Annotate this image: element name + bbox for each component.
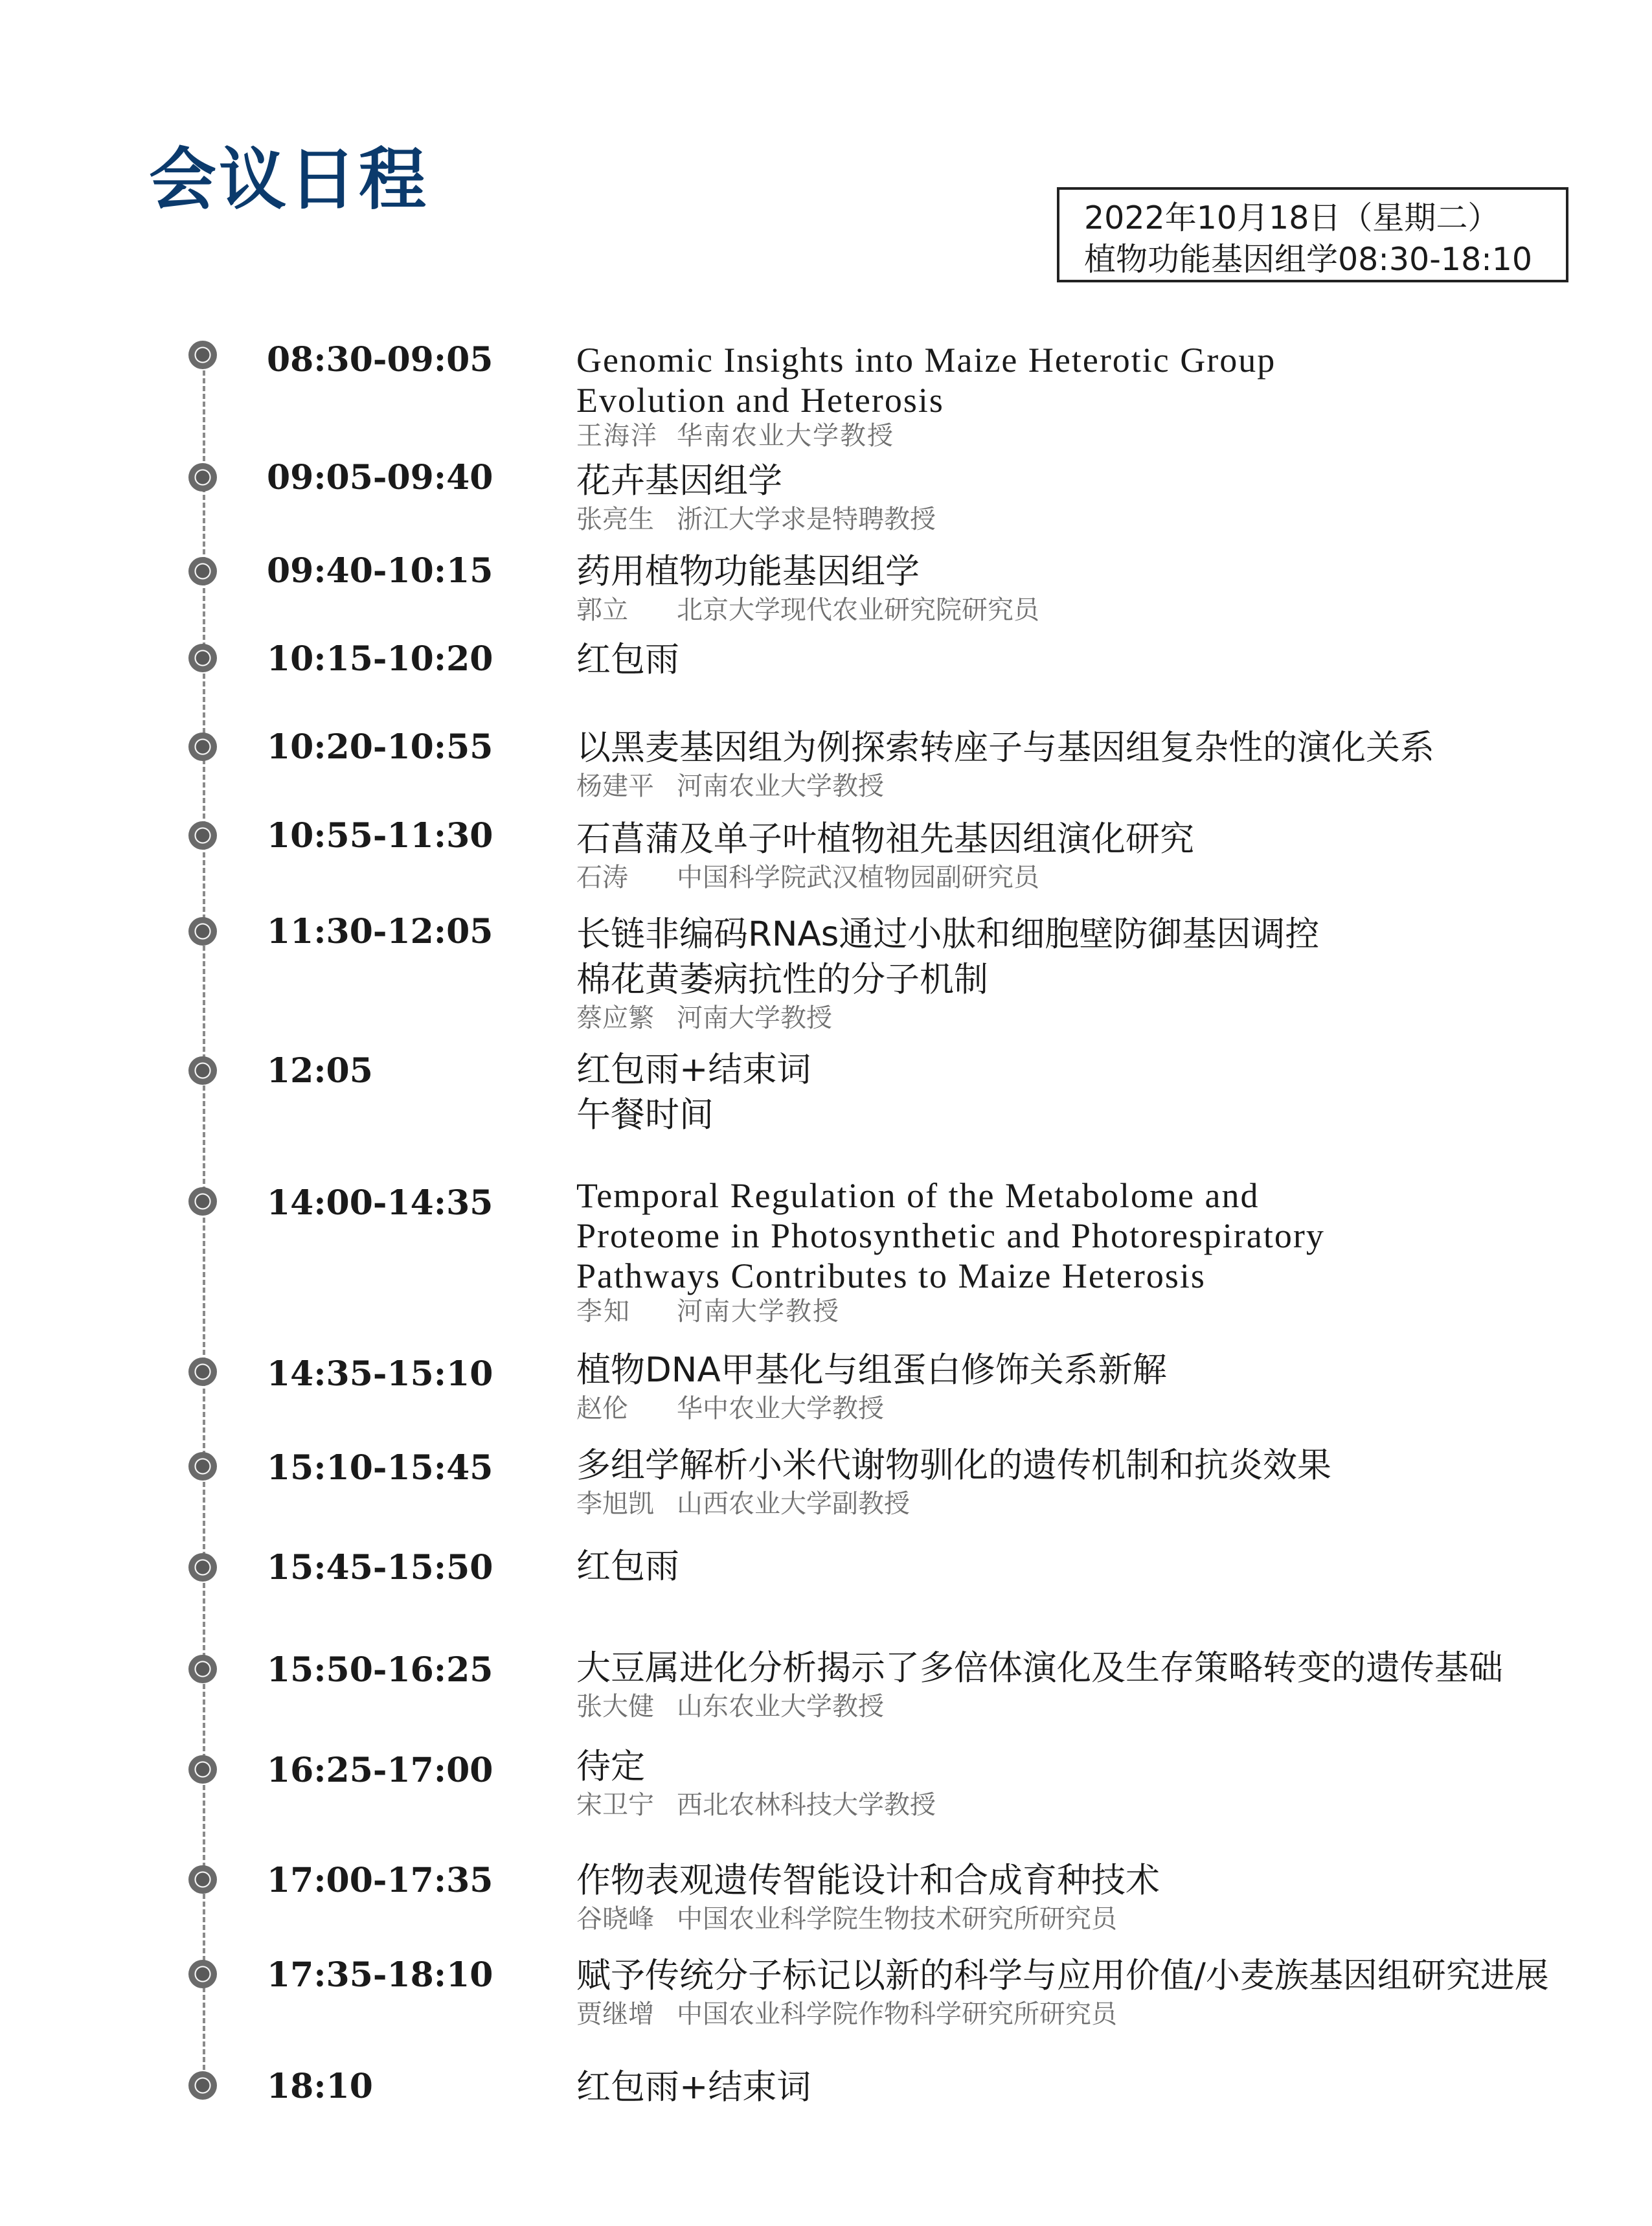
session-title-line: Genomic Insights into Maize Heterotic Group <box>576 341 1276 380</box>
speaker-name: 蔡应繁 <box>576 1003 654 1033</box>
session-item <box>576 637 679 683</box>
session-time: 16:25-17:00 <box>267 1751 493 1790</box>
speaker-name: 张大健 <box>576 1692 654 1721</box>
session-time: 09:40-10:15 <box>267 551 493 591</box>
timeline-dot <box>188 557 217 585</box>
speaker-name: 贾继增 <box>576 1999 654 2029</box>
session-item <box>576 340 1276 451</box>
session-title-line: 红包雨 <box>576 1547 679 1586</box>
timeline-dot <box>188 1865 217 1894</box>
date-box <box>1057 187 1568 282</box>
session-title-line: 棉花黄萎病抗性的分子机制 <box>576 960 988 999</box>
date-line: 2022年10月18日（星期二） <box>1084 199 1500 236</box>
speaker-name: 张亮生 <box>576 505 654 534</box>
session-title-line: 赋予传统分子标记以新的科学与应用价值/小麦族基因组研究进展 <box>576 1956 1549 1995</box>
session-time: 18:10 <box>267 2067 373 2106</box>
session-item <box>576 1646 1503 1722</box>
session-title-line: 植物DNA甲基化与组蛋白修饰关系新解 <box>576 1350 1167 1390</box>
speaker-name: 李知 <box>576 1297 631 1326</box>
session-item <box>576 1175 1325 1327</box>
session-title-line: Evolution and Heterosis <box>576 381 944 420</box>
speaker-name: 宋卫宁 <box>576 1790 654 1820</box>
speaker-affiliation: 浙江大学求是特聘教授 <box>677 505 936 534</box>
session-item <box>576 817 1194 893</box>
session-item <box>576 549 1039 626</box>
session-time: 15:50-16:25 <box>267 1650 493 1690</box>
session-time: 09:05-09:40 <box>267 458 493 497</box>
session-time: 10:55-11:30 <box>267 816 493 856</box>
speaker-name: 郭立 <box>576 595 628 625</box>
session-title-line: Temporal Regulation of the Metabolome and <box>576 1176 1260 1215</box>
session-time: 14:35-15:10 <box>267 1354 493 1394</box>
timeline-dot <box>188 1553 217 1582</box>
session-title-line: 午餐时间 <box>576 1095 714 1135</box>
timeline-dot <box>188 1357 217 1386</box>
session-title-line: 红包雨+结束词 <box>576 2067 811 2107</box>
speaker-line <box>576 504 936 535</box>
session-item <box>576 459 936 535</box>
speaker-line <box>576 1393 1167 1424</box>
session-title-line: 药用植物功能基因组学 <box>576 552 920 591</box>
speaker-line <box>576 1903 1160 1935</box>
session-time: 10:20-10:55 <box>267 727 493 767</box>
session-item <box>576 1443 1331 1519</box>
speaker-affiliation: 中国农业科学院作物科学研究所研究员 <box>677 1999 1117 2029</box>
session-title-line: Pathways Contributes to Maize Heterosis <box>576 1256 1206 1295</box>
session-item <box>576 1047 811 1138</box>
session-title-line: 红包雨+结束词 <box>576 1050 811 1089</box>
session-time: 17:35-18:10 <box>267 1955 493 1995</box>
timeline-dot <box>188 644 217 672</box>
speaker-affiliation: 中国科学院武汉植物园副研究员 <box>677 863 1039 892</box>
session-title-line: 石菖蒲及单子叶植物祖先基因组演化研究 <box>576 819 1194 859</box>
session-item <box>576 725 1434 802</box>
session-time: 17:00-17:35 <box>267 1861 493 1900</box>
speaker-name: 杨建平 <box>576 771 654 801</box>
speaker-line <box>576 1003 1319 1034</box>
timeline-dot <box>188 821 217 850</box>
speaker-name: 王海洋 <box>576 421 658 450</box>
speaker-affiliation: 河南大学教授 <box>677 1003 832 1033</box>
timeline-dot <box>188 1960 217 1988</box>
speaker-line <box>576 1488 1331 1519</box>
session-title-line: 红包雨 <box>576 640 679 679</box>
speaker-affiliation: 华中农业大学教授 <box>677 1394 884 1424</box>
timeline-dot <box>188 2071 217 2100</box>
timeline-dot <box>188 1655 217 1683</box>
timeline-dot <box>188 1056 217 1085</box>
session-time: 10:15-10:20 <box>267 639 493 679</box>
session-item <box>576 2065 811 2110</box>
session-title-line: Proteome in Photosynthetic and Photorespiratory <box>576 1216 1325 1255</box>
speaker-line <box>576 420 1276 451</box>
page-title: 会议日程 <box>149 140 429 219</box>
session-item <box>576 1953 1549 2030</box>
speaker-affiliation: 北京大学现代农业研究院研究员 <box>677 595 1039 625</box>
speaker-line <box>576 1296 1325 1327</box>
session-title-line: 长链非编码RNAs通过小肽和细胞壁防御基因调控 <box>576 914 1320 954</box>
session-item <box>576 1544 679 1589</box>
session-title-line: 多组学解析小米代谢物驯化的遗传机制和抗炎效果 <box>576 1446 1331 1485</box>
session-item <box>576 1348 1167 1424</box>
timeline-dot <box>188 463 217 492</box>
speaker-affiliation: 山西农业大学副教授 <box>677 1489 910 1519</box>
speaker-line <box>576 595 1039 626</box>
session-time: 12:05 <box>267 1051 373 1091</box>
speaker-affiliation: 华南农业大学教授 <box>677 421 894 450</box>
speaker-name: 谷晓峰 <box>576 1904 654 1934</box>
speaker-name: 李旭凯 <box>576 1489 654 1519</box>
session-title-line: 以黑麦基因组为例探索转座子与基因组复杂性的演化关系 <box>576 728 1434 767</box>
timeline-line <box>203 355 205 2085</box>
session-line: 植物功能基因组学08:30-18:10 <box>1084 241 1533 278</box>
speaker-affiliation: 河南农业大学教授 <box>677 771 884 801</box>
timeline-dot <box>188 1452 217 1481</box>
session-time: 15:10-15:45 <box>267 1448 493 1488</box>
timeline-dot <box>188 917 217 946</box>
session-time: 08:30-09:05 <box>267 340 493 380</box>
timeline-dot <box>188 1755 217 1784</box>
session-title-line: 待定 <box>576 1747 645 1786</box>
session-title-line: 大豆属进化分析揭示了多倍体演化及生存策略转变的遗传基础 <box>576 1648 1503 1688</box>
speaker-affiliation: 中国农业科学院生物技术研究所研究员 <box>677 1904 1117 1934</box>
session-item <box>576 1744 936 1821</box>
timeline-dot <box>188 1187 217 1216</box>
speaker-name: 石涛 <box>576 863 628 892</box>
session-time: 14:00-14:35 <box>267 1183 493 1223</box>
session-time: 15:45-15:50 <box>267 1548 493 1587</box>
speaker-line <box>576 1999 1549 2030</box>
session-item <box>576 912 1319 1034</box>
speaker-line <box>576 1789 936 1821</box>
speaker-affiliation: 河南大学教授 <box>677 1297 840 1326</box>
speaker-line <box>576 862 1194 893</box>
speaker-affiliation: 西北农林科技大学教授 <box>677 1790 936 1820</box>
session-title-line: 花卉基因组学 <box>576 461 782 501</box>
session-item <box>576 1858 1160 1935</box>
speaker-line <box>576 771 1434 802</box>
timeline-dot <box>188 341 217 369</box>
session-title-line: 作物表观遗传智能设计和合成育种技术 <box>576 1861 1160 1900</box>
speaker-line <box>576 1691 1503 1722</box>
session-time: 11:30-12:05 <box>267 912 493 951</box>
speaker-affiliation: 山东农业大学教授 <box>677 1692 884 1721</box>
speaker-name: 赵伦 <box>576 1394 628 1424</box>
timeline-dot <box>188 733 217 761</box>
